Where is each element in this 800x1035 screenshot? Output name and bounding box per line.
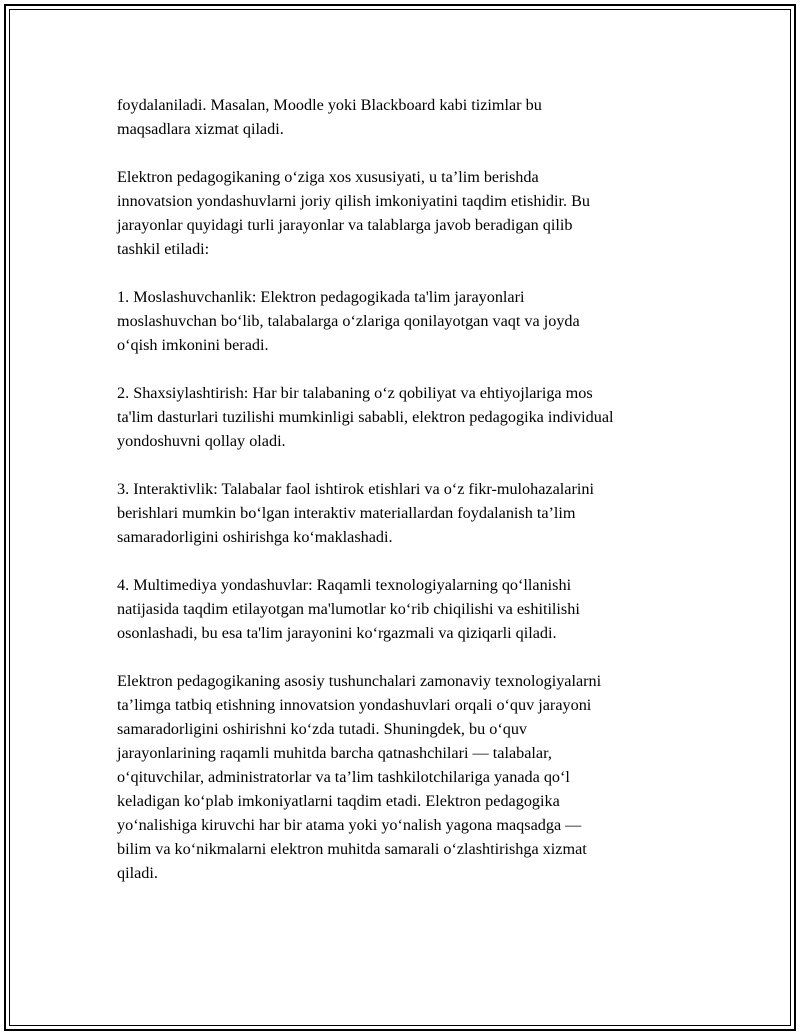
- text-line: o‘qituvchilar, administratorlar va ta’lim tashkilotchilariga yanada qo‘l: [117, 768, 570, 786]
- paragraph-7: [117, 669, 687, 885]
- text-line: Elektron pedagogikaning o‘ziga xos xususiyati, u ta’lim berishda: [117, 168, 539, 186]
- text-line: 2. Shaxsiylashtirish: Har bir talabaning o‘z qobiliyat va ehtiyojlariga mos: [117, 384, 593, 402]
- text-line: keladigan ko‘plab imkoniyatlarni taqdim etadi. Elektron pedagogika: [117, 792, 560, 810]
- text-line: tashkil etiladi:: [117, 240, 210, 258]
- document-body: [117, 93, 687, 909]
- text-line: maqsadlara xizmat qiladi.: [117, 120, 284, 138]
- text-line: natijasida taqdim etilayotgan ma'lumotlar ko‘rib chiqilishi va eshitilishi: [117, 600, 580, 618]
- text-line: qiladi.: [117, 864, 158, 882]
- text-line: 1. Moslashuvchanlik: Elektron pedagogikada ta'lim jarayonlari: [117, 288, 525, 306]
- text-line: berishlari mumkin bo‘lgan interaktiv materiallardan foydalanish ta’lim: [117, 504, 576, 522]
- paragraph-6-list-item: [117, 573, 687, 645]
- text-line: yondoshuvni qollay oladi.: [117, 432, 286, 450]
- text-line: osonlashadi, bu esa ta'lim jarayonini ko‘rgazmali va qiziqarli qiladi.: [117, 624, 557, 642]
- paragraph-3-list-item: [117, 285, 687, 357]
- text-line: jarayonlar quyidagi turli jarayonlar va talablarga javob beradigan qilib: [117, 216, 573, 234]
- paragraph-4-list-item: [117, 381, 687, 453]
- text-line: 3. Interaktivlik: Talabalar faol ishtirok etishlari va o‘z fikr-mulohazalarini: [117, 480, 594, 498]
- text-line: ta'lim dasturlari tuzilishi mumkinligi sababli, elektron pedagogika individual: [117, 408, 614, 426]
- paragraph-1: [117, 93, 687, 141]
- text-line: foydalaniladi. Masalan, Moodle yoki Blackboard kabi tizimlar bu: [117, 96, 542, 114]
- text-line: jarayonlarining raqamli muhitda barcha qatnashchilari — talabalar,: [117, 744, 552, 762]
- paragraph-2: [117, 165, 687, 261]
- text-line: Elektron pedagogikaning asosiy tushunchalari zamonaviy texnologiyalarni: [117, 672, 602, 690]
- text-line: o‘qish imkonini beradi.: [117, 336, 269, 354]
- paragraph-5-list-item: [117, 477, 687, 549]
- text-line: 4. Multimediya yondashuvlar: Raqamli texnologiyalarning qo‘llanishi: [117, 576, 572, 594]
- text-line: yo‘nalishiga kiruvchi har bir atama yoki yo‘nalish yagona maqsadga —: [117, 816, 582, 834]
- text-line: innovatsion yondashuvlarni joriy qilish imkoniyatini taqdim etishidir. Bu: [117, 192, 591, 210]
- text-line: samaradorligini oshirishga ko‘maklashadi.: [117, 528, 393, 546]
- text-line: bilim va ko‘nikmalarni elektron muhitda samarali o‘zlashtirishga xizmat: [117, 840, 587, 858]
- text-line: moslashuvchan bo‘lib, talabalarga o‘zlariga qonilayotgan vaqt va joyda: [117, 312, 580, 330]
- text-line: samaradorligini oshirishni ko‘zda tutadi. Shuningdek, bu o‘quv: [117, 720, 528, 738]
- text-line: ta’limga tatbiq etishning innovatsion yondashuvlari orqali o‘quv jarayoni: [117, 696, 592, 714]
